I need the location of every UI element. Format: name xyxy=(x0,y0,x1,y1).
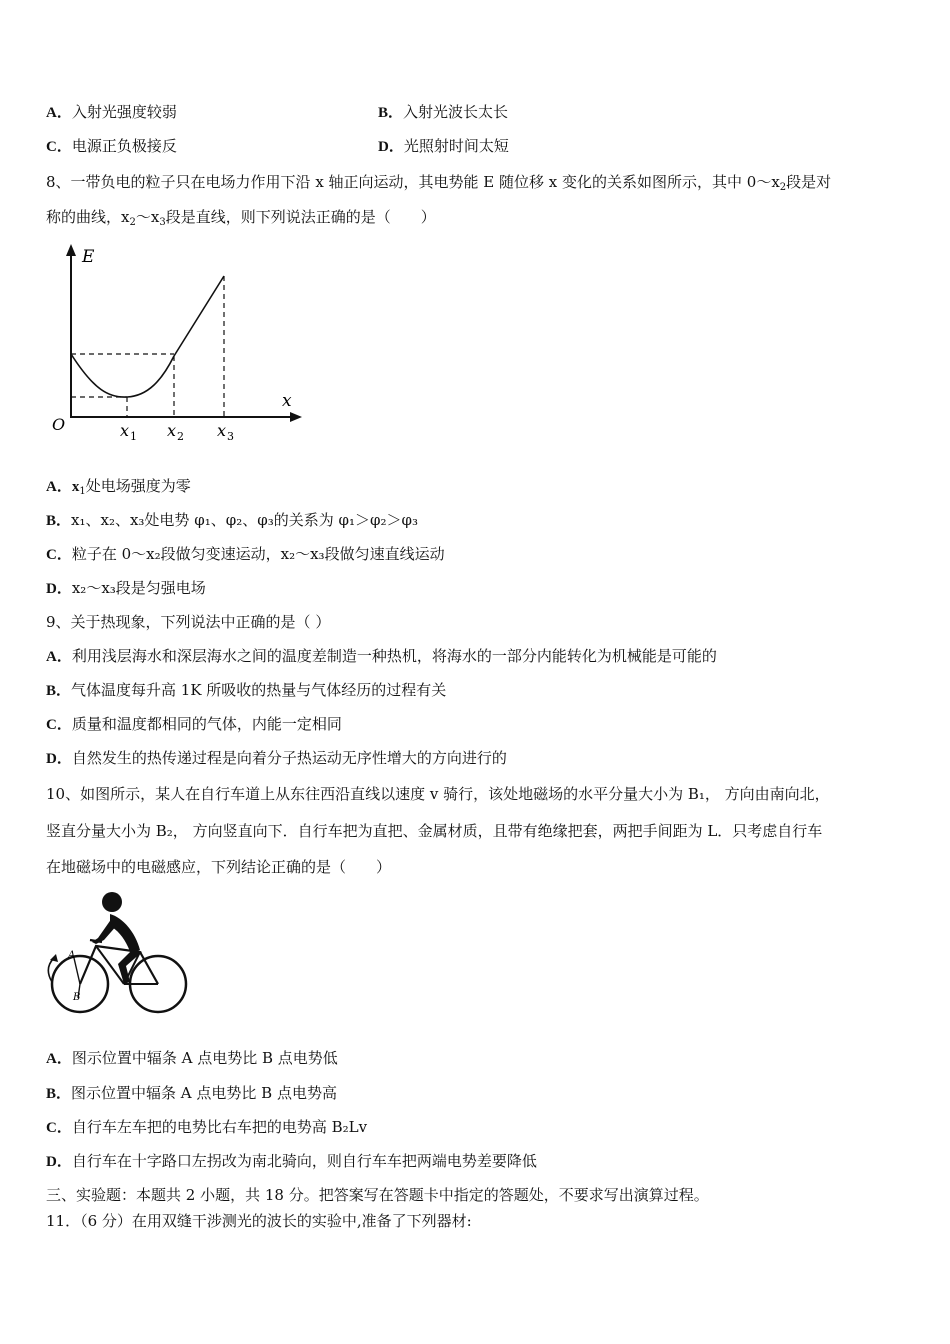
q9-option-a xyxy=(46,646,717,667)
option-label: D． xyxy=(46,1154,72,1170)
stem-text: 段是对 xyxy=(786,173,832,191)
q7-option-d xyxy=(378,136,509,157)
option-text: 入射光波长太长 xyxy=(403,103,509,121)
q9-option-b xyxy=(46,680,446,701)
section-heading: 三、实验题：本题共 2 小题，共 18 分。把答案写在答题卡中指定的答题处，不要求写出演算过程。 xyxy=(46,1186,709,1204)
stem-text: ～x xyxy=(135,208,160,226)
subscript: 3 xyxy=(159,217,166,228)
option-text: x₂～x₃段是匀强电场 xyxy=(71,579,206,597)
option-label: C． xyxy=(46,1120,72,1136)
spoke-a xyxy=(74,958,80,984)
option-label: B． xyxy=(378,105,404,121)
option-text: 粒子在 0～x₂段做匀变速运动，x₂～x₃段做匀速直线运动 xyxy=(71,545,445,563)
option-label: A． xyxy=(46,105,72,121)
option-label: C． xyxy=(46,547,72,563)
straight-segment xyxy=(174,276,224,356)
q9-option-c xyxy=(46,714,342,735)
q8-option-b xyxy=(46,510,418,531)
x-axis-arrow xyxy=(290,412,302,422)
q8-option-d xyxy=(46,578,206,599)
subscript: 2 xyxy=(779,182,787,193)
option-text: 图示位置中辐条 A 点电势比 B 点电势高 xyxy=(71,1084,337,1102)
q7-option-a xyxy=(46,102,177,123)
curve-segment xyxy=(71,354,174,397)
bicycle-rider-figure xyxy=(44,886,192,1020)
option-text: 利用浅层海水和深层海水之间的温度差制造一种热机，将海水的一部分内能转化为机械能是可能的 xyxy=(71,647,717,665)
rider-torso xyxy=(110,914,140,952)
q10-option-d xyxy=(46,1151,537,1172)
q10-option-c xyxy=(46,1117,367,1138)
option-text: 光照射时间太短 xyxy=(403,137,509,155)
q10-option-a xyxy=(46,1048,338,1069)
q10-stem-line3: 在地磁场中的电磁感应，下列结论正确的是（ ） xyxy=(46,858,392,876)
x-axis-label: x xyxy=(282,391,292,411)
stem-text: 段是直线，则下列说法正确的是（ ） xyxy=(165,208,436,226)
q8-option-a xyxy=(46,476,191,497)
option-text: 处电场强度为零 xyxy=(85,477,191,495)
tick-sub-3: 3 xyxy=(227,430,234,443)
origin-label: O xyxy=(52,415,66,434)
option-text: 气体温度每升高 1K 所吸收的热量与气体经历的过程有关 xyxy=(71,681,447,699)
option-label: A． xyxy=(46,479,72,495)
option-text: 自行车左车把的电势比右车把的电势高 B₂Lv xyxy=(71,1118,368,1136)
q10-stem-line1: 10、如图所示，某人在自行车道上从东往西沿直线以速度 v 骑行，该处地磁场的水平分量大小为 B₁， 方向由南向北， xyxy=(46,785,830,803)
q9-option-d xyxy=(46,748,507,769)
option-label: A． xyxy=(46,1051,72,1067)
q7-option-c xyxy=(46,136,177,157)
q8-stem-line1 xyxy=(46,172,831,192)
rider-arm xyxy=(92,918,118,944)
point-b-label: B xyxy=(73,992,81,1003)
option-label: C． xyxy=(46,139,72,155)
rider-head xyxy=(102,892,122,912)
q7-option-b xyxy=(378,102,508,123)
subscript: 2 xyxy=(129,217,136,228)
option-label: B． xyxy=(46,683,72,699)
option-label: B． xyxy=(46,1086,72,1102)
tick-label-x1: x xyxy=(120,421,130,440)
subscript: 1 xyxy=(79,486,86,497)
q10-stem-line2: 竖直分量大小为 B₂， 方向竖直向下．自行车把为直把、金属材质，且带有绝缘把套，两把手间距为 L．只考虑自行车 xyxy=(46,822,823,840)
option-text: 自然发生的热传递过程是向着分子热运动无序性增大的方向进行的 xyxy=(71,749,507,767)
q8-option-c xyxy=(46,544,445,565)
point-a-label: A xyxy=(68,950,76,961)
option-text: 自行车在十字路口左拐改为南北骑向，则自行车车把两端电势差要降低 xyxy=(71,1152,537,1170)
option-text: 图示位置中辐条 A 点电势比 B 点电势低 xyxy=(71,1049,338,1067)
option-label: C． xyxy=(46,717,72,733)
tick-sub-1: 1 xyxy=(130,430,137,443)
option-text: x₁、x₂、x₃处电势 φ₁、φ₂、φ₃的关系为 φ₁＞φ₂＞φ₃ xyxy=(71,511,419,529)
option-text: 电源正负极接反 xyxy=(71,137,177,155)
stem-text: 8、一带负电的粒子只在电场力作用下沿 x 轴正向运动，其电势能 E 随位移 x 变化的关系如图所示，其中 0～x xyxy=(46,173,780,191)
option-label: D． xyxy=(46,581,72,597)
q8-stem-line2 xyxy=(46,207,436,227)
option-text: 质量和温度都相同的气体，内能一定相同 xyxy=(71,715,342,733)
option-text: x xyxy=(71,479,80,495)
q10-option-b xyxy=(46,1083,337,1104)
tick-label-x3: x xyxy=(217,421,227,440)
y-axis-arrow xyxy=(66,244,76,256)
option-label: D． xyxy=(378,139,404,155)
option-text: 入射光强度较弱 xyxy=(71,103,177,121)
option-label: D． xyxy=(46,751,72,767)
option-label: B． xyxy=(46,513,72,529)
stem-text: 称的曲线，x xyxy=(46,208,130,226)
tick-label-x2: x xyxy=(167,421,177,440)
q11-stem: 11．（6 分）在用双缝干涉测光的波长的实验中,准备了下列器材: xyxy=(46,1212,472,1230)
y-axis-label: E xyxy=(82,247,95,267)
energy-position-graph xyxy=(44,240,314,450)
q9-stem: 9、关于热现象，下列说法中正确的是（ ） xyxy=(46,613,331,631)
option-label: A． xyxy=(46,649,72,665)
tick-sub-2: 2 xyxy=(177,430,184,443)
